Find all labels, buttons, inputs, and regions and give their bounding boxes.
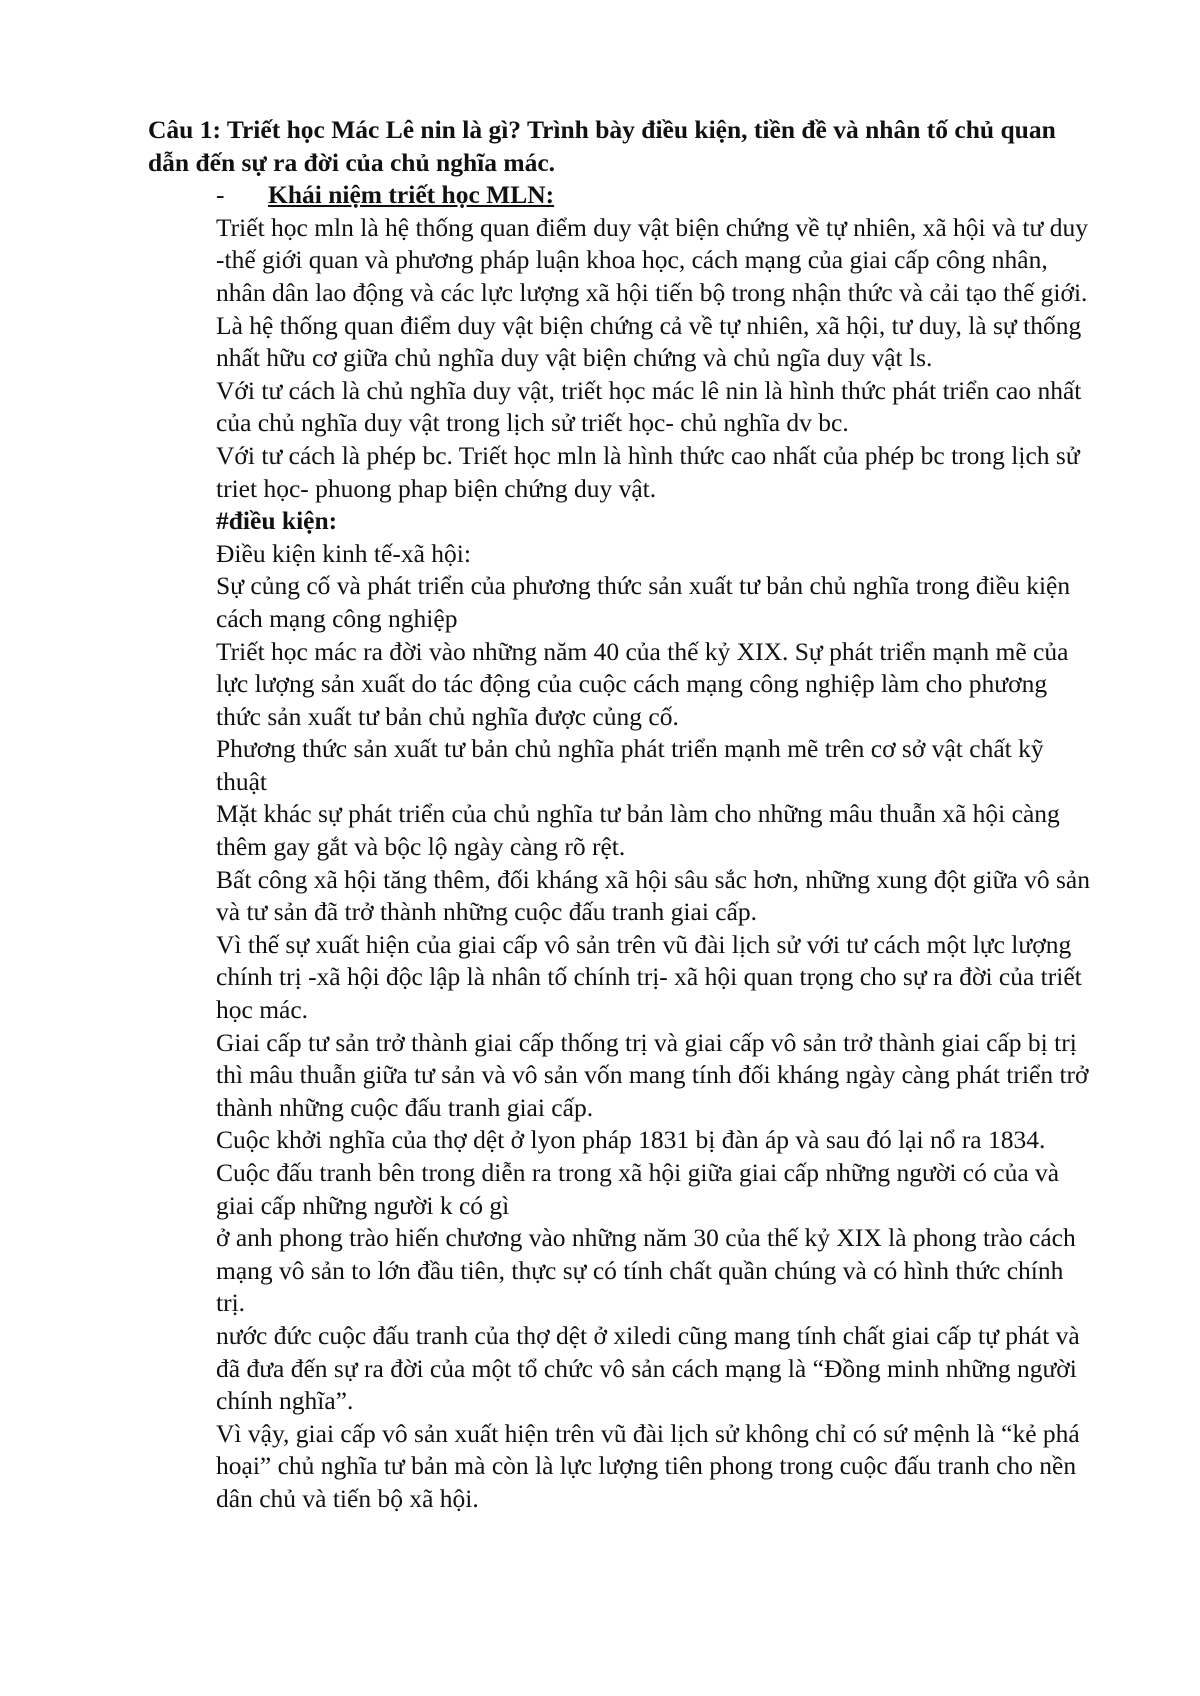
- section-list-item: [148, 179, 1093, 212]
- paragraph: nước đức cuộc đấu tranh của thợ dệt ở xiledi cũng mang tính chất giai cấp tự phát và đã đưa đến sự ra đời của một tổ chức vô sản cách mạng là “Đồng minh những người chính nghĩa”.: [216, 1320, 1080, 1416]
- paragraph: Bất công xã hội tăng thêm, đối kháng xã hội sâu sắc hơn, những xung đột giữa vô sản và tư sản đã trở thành những cuộc đấu tranh giai cấp.: [216, 864, 1090, 927]
- paragraph: Phương thức sản xuất tư bản chủ nghĩa phát triển mạnh mẽ trên cơ sở vật chất kỹ thuật: [216, 734, 1044, 796]
- paragraph: Giai cấp tư sản trở thành giai cấp thống trị và giai cấp vô sản trở thành giai cấp bị trị thì mâu thuẫn giữa tư sản và vô sản vốn mang tính đối kháng ngày càng phát triển trở thành những cuộc đấu tranh giai cấp.: [216, 1027, 1089, 1122]
- paragraph: Mặt khác sự phát triển của chủ nghĩa tư bản làm cho những mâu thuẫn xã hội càng thêm gay gắt và bộc lộ ngày càng rõ rệt.: [216, 799, 1060, 862]
- paragraph: Triết học mác ra đời vào những năm 40 của thế kỷ XIX. Sự phát triển mạnh mẽ của lực lượng sản xuất do tác động của cuộc cách mạng công nghiệp làm cho phương thức sản xuất tư bản chủ nghĩa được củng cố.: [216, 636, 1069, 731]
- section-heading: Khái niệm triết học MLN:: [268, 180, 555, 210]
- paragraph: Vì thế sự xuất hiện của giai cấp vô sản trên vũ đài lịch sử với tư cách một lực lượng chính trị -xã hội độc lập là nhân tố chính trị- xã hội quan trọng cho sự ra đời của triết học mác.: [216, 929, 1082, 1025]
- paragraph: Cuộc khởi nghĩa của thợ dệt ở lyon pháp 1831 bị đàn áp và sau đó lại nổ ra 1834. Cuộc đấu tranh bên trong diễn ra trong xã hội giữa giai cấp những người có của và giai cấp những người k có gì: [216, 1125, 1060, 1220]
- paragraph: Điều kiện kinh tế-xã hội:: [216, 538, 471, 568]
- question-title: Câu 1: Triết học Mác Lê nin là gì? Trình bày điều kiện, tiền đề và nhân tố chủ quan dẫn đến sự ra đời của chủ nghĩa mác.: [148, 115, 1056, 177]
- paragraph: Triết học mln là hệ thống quan điểm duy vật biện chứng về tự nhiên, xã hội và tư duy -thế giới quan và phương pháp luận khoa học, cách mạng của giai cấp công nhân, nhân dân lao động và các lực lượng xã hội tiến bộ trong nhận thức và cải tạo thế giới.: [216, 212, 1088, 307]
- paragraph: Là hệ thống quan điểm duy vật biện chứng cả về tự nhiên, xã hội, tư duy, là sự thống nhất hữu cơ giữa chủ nghĩa duy vật biện chứng và chủ ngĩa duy vật ls.: [216, 310, 1082, 373]
- subheading-conditions: #điều kiện:: [216, 506, 338, 536]
- document-content: [148, 114, 1093, 1516]
- paragraph: Sự củng cố và phát triển của phương thức sản xuất tư bản chủ nghĩa trong điều kiện cách mạng công nghiệp: [216, 571, 1071, 633]
- paragraph: Với tư cách là chủ nghĩa duy vật, triết học mác lê nin là hình thức phát triển cao nhất của chủ nghĩa duy vật trong lịch sử triết học- chủ nghĩa dv bc.: [216, 375, 1082, 438]
- list-bullet: -: [216, 180, 225, 210]
- paragraph: Với tư cách là phép bc. Triết học mln là hình thức cao nhất của phép bc trong lịch sử triet học- phuong phap biện chứng duy vật.: [216, 440, 1080, 503]
- paragraph: Vì vậy, giai cấp vô sản xuất hiện trên vũ đài lịch sử không chỉ có sứ mệnh là “kẻ phá hoại” chủ nghĩa tư bản mà còn là lực lượng tiên phong trong cuộc đấu tranh cho nền dân chủ và tiến bộ xã hội.: [216, 1418, 1080, 1513]
- paragraph: ở anh phong trào hiến chương vào những năm 30 của thế kỷ XIX là phong trào cách mạng vô sản to lớn đầu tiên, thực sự có tính chất quần chúng và có hình thức chính trị.: [216, 1223, 1076, 1318]
- section-body: [148, 212, 1093, 1516]
